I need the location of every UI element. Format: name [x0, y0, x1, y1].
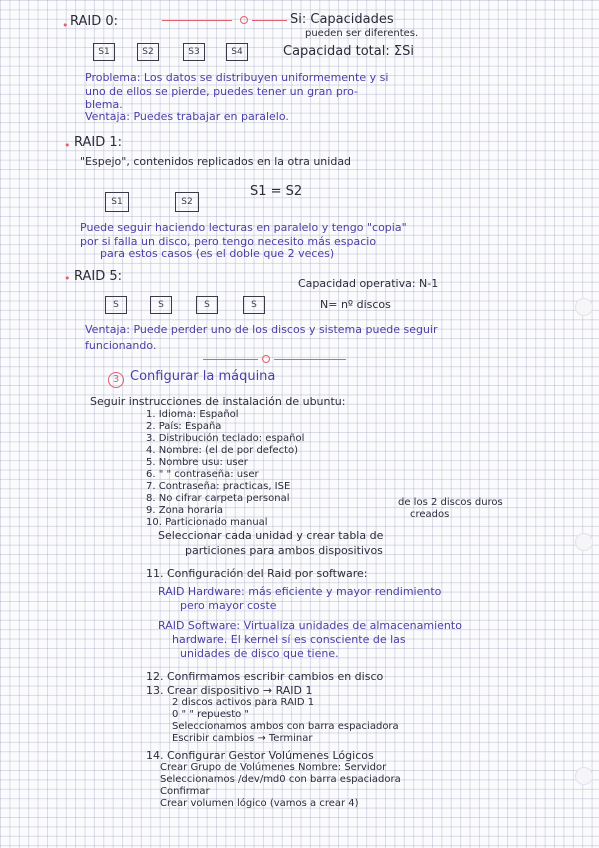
step-14-e: Crear volumen lógico (vamos a crear 4)	[160, 798, 359, 809]
raid5-title: RAID 5:	[74, 269, 123, 284]
raid0-problema-3: blema.	[85, 98, 123, 111]
disk-box: S2	[175, 192, 199, 212]
raid0-problema: Problema: Los datos se distribuyen uniformemente y si	[85, 71, 389, 84]
raid-software-3: unidades de disco que tiene.	[180, 647, 339, 660]
binder-hole	[575, 298, 593, 316]
raid0-total-capacity: Capacidad total: ΣSi	[283, 44, 414, 59]
step-item: 2. País: España	[146, 421, 222, 432]
raid5-capacity-1: Capacidad operativa: N-1	[298, 277, 439, 290]
step-item: 4. Nombre: (el de por defecto)	[146, 445, 299, 456]
disk-box: S2	[137, 43, 159, 61]
step-13-b: 2 discos activos para RAID 1	[172, 697, 315, 708]
step-item: 6. " " contraseña: user	[146, 469, 259, 480]
raid5-capacity-2: N= nº discos	[320, 298, 391, 311]
step-13-e: Escribir cambios → Terminar	[172, 733, 313, 744]
disk-box: S3	[183, 43, 205, 61]
step-14-d: Confirmar	[160, 786, 210, 797]
discos-note-1: de los 2 discos duros	[398, 497, 503, 508]
raid5-ventaja-2: funcionando.	[85, 339, 157, 352]
disk-box: S1	[93, 43, 115, 61]
step-item: 1. Idioma: Español	[146, 409, 239, 420]
raid0-ventaja: Ventaja: Puedes trabajar en paralelo.	[85, 110, 289, 123]
step-13: 13. Crear dispositivo → RAID 1	[146, 684, 313, 697]
step-12: 12. Confirmamos escribir cambios en disco	[146, 670, 384, 683]
disk-box: S	[105, 296, 127, 314]
section-number-text: 3	[112, 374, 120, 385]
raid0-problema-2: uno de ellos se pierde, puedes tener un gran pro-	[85, 85, 358, 98]
raid1-text-1: Puede seguir haciendo lecturas en paralelo y tengo "copia"	[80, 221, 407, 234]
raid1-text-3: para estos casos (es el doble que 2 veces)	[100, 247, 335, 260]
divider	[203, 359, 258, 360]
step-13-c: 0 " " repuesto "	[172, 709, 250, 720]
section-title: Configurar la máquina	[130, 369, 276, 384]
binder-hole	[575, 767, 593, 785]
raid-hardware-1: RAID Hardware: más eficiente y mayor rendimiento	[158, 585, 442, 598]
bullet-icon: •	[64, 272, 71, 285]
seleccionar-1: Seleccionar cada unidad y crear tabla de	[158, 529, 384, 542]
step-item: 8. No cifrar carpeta personal	[146, 493, 290, 504]
raid5-ventaja-1: Ventaja: Puede perder uno de los discos y sistema puede seguir	[85, 323, 438, 336]
raid-software-2: hardware. El kernel sí es consciente de las	[172, 633, 406, 646]
step-13-d: Seleccionamos ambos con barra espaciadora	[172, 721, 399, 732]
divider-dot	[240, 16, 248, 24]
raid0-capacity-note-2: pueden ser diferentes.	[305, 28, 419, 39]
raid-hardware-2: pero mayor coste	[180, 599, 277, 612]
step-item: 5. Nombre usu: user	[146, 457, 248, 468]
disk-box: S4	[226, 43, 248, 61]
disk-box: S	[150, 296, 172, 314]
step-item: 3. Distribución teclado: español	[146, 433, 305, 444]
raid1-text-2: por si falla un disco, pero tengo necesito más espacio	[80, 235, 377, 248]
disk-box: S	[243, 296, 265, 314]
step-item: 10. Particionado manual	[146, 517, 268, 528]
bullet-icon: •	[62, 19, 69, 32]
step-14: 14. Configurar Gestor Volúmenes Lógicos	[146, 749, 374, 762]
disk-box: S	[196, 296, 218, 314]
disk-box: S1	[105, 192, 129, 212]
divider-dot	[262, 355, 270, 363]
raid0-capacity-note: Si: Capacidades	[290, 12, 394, 27]
raid0-title: RAID 0:	[70, 14, 119, 29]
divider	[252, 20, 287, 21]
seleccionar-2: particiones para ambos dispositivos	[185, 544, 383, 557]
section-number	[108, 372, 124, 388]
raid1-equation: S1 = S2	[250, 184, 303, 199]
step-14-b: Crear Grupo de Volúmenes Nombre: Servidor	[160, 762, 387, 773]
bullet-icon: •	[64, 139, 71, 152]
binder-hole	[575, 533, 593, 551]
step-item: 7. Contraseña: practicas, ISE	[146, 481, 291, 492]
raid1-title: RAID 1:	[74, 135, 123, 150]
step-14-c: Seleccionamos /dev/md0 con barra espaciadora	[160, 774, 401, 785]
divider	[162, 20, 232, 21]
discos-note-2: creados	[410, 509, 450, 520]
divider	[274, 359, 346, 360]
section-intro: Seguir instrucciones de instalación de ubuntu:	[90, 395, 346, 408]
raid1-espejo: "Espejo", contenidos replicados en la otra unidad	[80, 155, 352, 168]
step-item: 9. Zona horaria	[146, 505, 224, 516]
raid-software-1: RAID Software: Virtualiza unidades de almacenamiento	[158, 619, 462, 632]
step-11: 11. Configuración del Raid por software:	[146, 567, 368, 580]
